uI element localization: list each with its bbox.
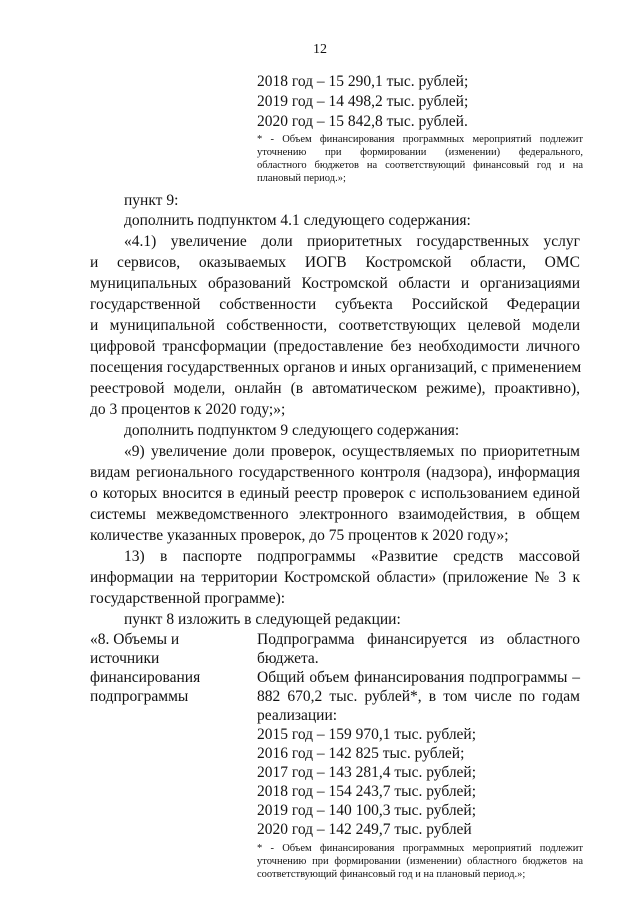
year-line: 2015 год – 159 970,1 тыс. рублей; xyxy=(257,726,477,743)
item-4-1-line: и муниципальной собственности, соответствующих целевой модели xyxy=(90,317,580,334)
footnote-line: * - Объем финансирования программных мероприятий подлежит xyxy=(257,134,583,145)
table-value-line: Подпрограмма финансируется из областного xyxy=(257,631,580,648)
table-value-line: бюджета. xyxy=(257,650,319,667)
item-9-line: количестве указанных проверок, до 75 процентов к 2020 году»; xyxy=(90,527,509,544)
footnote-line: уточнению при формировании (изменении) областного бюджетов на xyxy=(257,856,583,867)
item-9-line: «9) увеличение доли проверок, осуществляемых по приоритетным xyxy=(124,443,580,460)
instruction-4-1: дополнить подпунктом 4.1 следующего содержания: xyxy=(124,212,471,229)
table-label-line: подпрограммы xyxy=(90,688,189,705)
item-4-1-line: до 3 процентов к 2020 году;»; xyxy=(90,401,286,418)
item-4-1-line: и сервисов, оказываемых ИОГВ Костромской области, ОМС xyxy=(90,254,580,271)
table-value-line: реализации: xyxy=(257,707,338,724)
year-line: 2018 год – 15 290,1 тыс. рублей; xyxy=(257,73,469,90)
year-line: 2020 год – 15 842,8 тыс. рублей. xyxy=(257,113,468,130)
year-line: 2018 год – 154 243,7 тыс. рублей; xyxy=(257,783,477,800)
item-13-line: 13) в паспорте подпрограммы «Развитие средств массовой xyxy=(124,548,580,565)
table-label-line: «8. Объемы и xyxy=(90,631,180,648)
year-line: 2017 год – 143 281,4 тыс. рублей; xyxy=(257,764,477,781)
item-9-line: о которых вносится в единый реестр проверок с использованием единой xyxy=(90,485,580,502)
footnote-line: плановый период.»; xyxy=(257,173,346,184)
footnote-line: уточнению при формировании (изменении) федерального, xyxy=(257,147,583,158)
table-label-line: финансирования xyxy=(90,669,201,686)
item-9-line: системы межведомственного электронного взаимодействия, в общем xyxy=(90,506,580,523)
instruction-8: пункт 8 изложить в следующей редакции: xyxy=(124,611,401,628)
page-number: 12 xyxy=(313,42,327,57)
item-9-line: видам регионального государственного контроля (надзора), информация xyxy=(90,464,580,481)
item-13-line: информации на территории Костромской области» (приложение № 3 к xyxy=(90,569,580,586)
year-line: 2019 год – 14 498,2 тыс. рублей; xyxy=(257,93,469,110)
instruction-9: дополнить подпунктом 9 следующего содержания: xyxy=(124,422,460,439)
item-13-line: государственной программе): xyxy=(90,590,286,607)
table-label-line: источники xyxy=(90,650,160,667)
table-value-line: Общий объем финансирования подпрограммы – xyxy=(257,669,580,686)
point-9-label: пункт 9: xyxy=(124,192,179,209)
item-4-1-line: реестровой модели, онлайн (в автоматическом режиме), проактивно), xyxy=(90,380,580,397)
year-line: 2020 год – 142 249,7 тыс. рублей xyxy=(257,821,472,838)
item-4-1-line: муниципальных образований Костромской области и организациями xyxy=(90,275,580,292)
footnote-line: * - Объем финансирования программных мероприятий подлежит xyxy=(257,843,583,854)
item-4-1-line: цифровой трансформации (предоставление без необходимости личного xyxy=(90,338,580,355)
item-4-1-line: посещения государственных органов и иных организаций, с применением xyxy=(90,359,582,376)
footnote-line: соответствующий финансовый год и на плановый период.»; xyxy=(257,869,526,880)
item-4-1-line: «4.1) увеличение доли приоритетных государственных услуг xyxy=(124,233,580,250)
item-4-1-line: государственной собственности субъекта Российской Федерации xyxy=(90,296,580,313)
year-line: 2019 год – 140 100,3 тыс. рублей; xyxy=(257,802,477,819)
table-value-line: 882 670,2 тыс. рублей*, в том числе по годам xyxy=(257,688,580,705)
footnote-line: областного бюджетов на соответствующий финансовый год и на xyxy=(257,160,583,171)
year-line: 2016 год – 142 825 тыс. рублей; xyxy=(257,745,465,762)
